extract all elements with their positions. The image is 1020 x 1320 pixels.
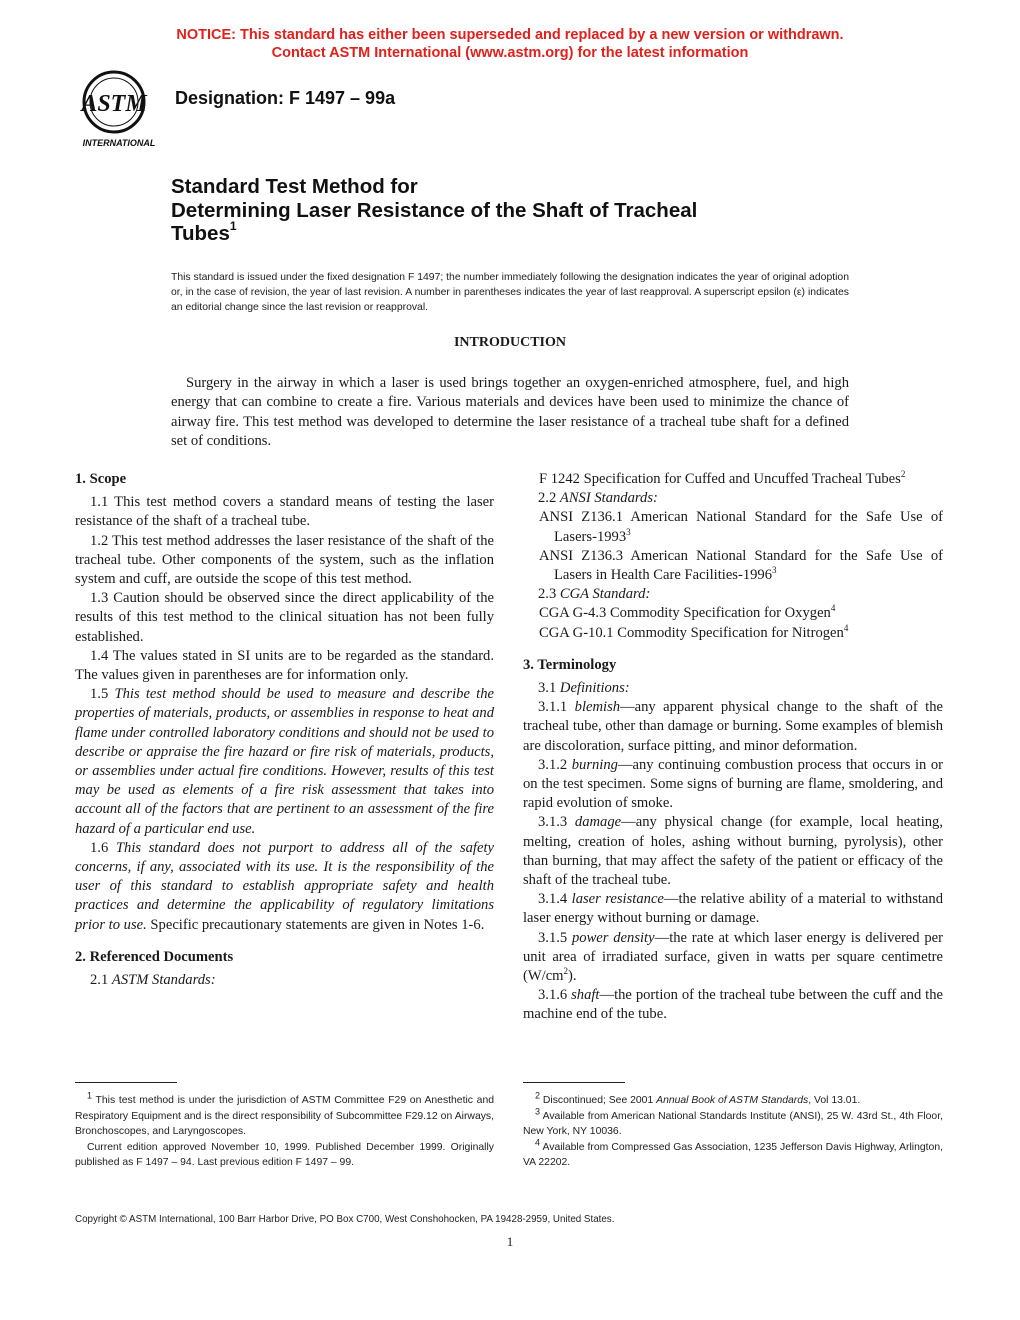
footnote-4: $^4$ Available from Compressed Gas Association, 1235 Jefferson Davis Highway, Arlington, VA 22202. [523,1137,943,1168]
designation: Designation: F 1497 – 99a [175,88,396,108]
withdrawal-notice [0,26,1020,62]
definition-laser-resistance: 3.1.4 laser resistance—the relative ability of a material to withstand laser energy without burning or damage. [523,891,943,927]
scope-1-2: 1.2 This test method addresses the laser resistance of the shaft of the tracheal tube. Other components of the system, such as the inflation system and cuff, are outside the scope of this test method. [75,532,494,588]
astm-logo [74,68,164,150]
reference-cga-g-4-3: CGA G-4.3 Commodity Specification for Oxygen$^4$ [539,603,836,622]
footnote-1-edition: Current edition approved November 10, 1999. Published December 1999. Originally published as F 1497 – 94. Last previous edition F 1497 – 99. [75,1141,494,1168]
document-title [171,175,891,246]
logo-text: ASTM [81,91,147,117]
definition-power-density: 3.1.5 power density—the rate at which laser energy is delivered per unit area of irradiated surface, given in watts per square centimetre $(W/cm^2)$. [523,929,943,985]
subsection-cga-standard: 2.3 CGA Standard: [538,586,651,603]
right-column [523,470,943,1025]
definition-burning: 3.1.2 burning—any continuing combustion process that occurs in or on the test specimen. Some signs of burning are flame, smoldering, and rapid evolution of smoke. [523,756,943,812]
definition-damage: 3.1.3 damage—any physical change (for example, local heating, melting, creation of holes, ashing without burning, pyrolysis), other than burning, that may affect the safety of the patient or efficacy of the shaft of the tracheal tube. [523,814,944,889]
footnote-rule-left [75,1082,177,1083]
introduction-text: Surgery in the airway in which a laser is used brings together an oxygen-enriched atmosphere, fuel, and high energy that can combine to create a fire. Various materials and devices have been used to minimize the chance of airway fire. This test method was developed to determine the laser resistance of a tracheal tube shaft for a defined set of conditions. [171,375,849,449]
title-line-3: Tubes$^1$ [171,219,237,245]
footnote-rule-right [523,1082,625,1083]
scope-1-1: 1.1 This test method covers a standard means of testing the laser resistance of the shaft of a tracheal tube. [75,494,494,530]
reference-f1242: F 1242 Specification for Cuffed and Uncuffed Tracheal Tubes$^2$ [539,469,906,487]
title-footnote-mark: 1 [229,219,237,234]
page-number: 1 [506,1234,514,1249]
section-heading-scope: 1. Scope [75,471,127,487]
preamble: This standard is issued under the fixed designation F 1497; the number immediately following the designation indicates the year of original adoption or, in the case of revision, the year of last revision. A number in parentheses indicates the year of last reapproval. A superscript epsilon (ε) indicates an editorial change since the last revision or reapproval. [171,272,849,314]
subsection-astm-standards: 2.1 ASTM Standards: [90,972,216,989]
reference-ansi-z136-3: ANSI Z136.3 American National Standard for the Safe Use of Lasers in Health Care Facilities-1996$^3$ [539,547,943,584]
scope-1-3: 1.3 Caution should be observed since the direct applicability of the results of this test method to the clinical situation has not been fully established. [75,590,494,645]
copyright-line: Copyright © ASTM International, 100 Barr Harbor Drive, PO Box C700, West Conshohocken, PA 19428-2959, United States. [75,1214,615,1225]
footnote-1: $^1$ This test method is under the jurisdiction of ASTM Committee F29 on Anesthetic and Respiratory Equipment and is the direct responsibility of Subcommittee F29.12 on Airways, Bronchoscopes, and Laryngoscopes. [75,1090,494,1137]
footnote-2: $^2$ Discontinued; See 2001 Annual Book of ASTM Standards, Vol 13.01. [535,1090,861,1106]
title-line-2: Determining Laser Resistance of the Shaft of Tracheal [171,198,698,222]
definition-blemish: 3.1.1 blemish—any apparent physical change to the shaft of the tracheal tube, other than damage or burning. Some examples of blemish are discoloration, surface pitting, and minor deformation. [523,699,943,754]
subsection-definitions: 3.1 Definitions: [538,680,630,697]
scope-1-5: 1.5 This test method should be used to measure and describe the properties of materials, products, or assemblies in response to heat and flame under controlled laboratory conditions and should not be used to describe or appraise the fire hazard or fire risk of materials, products, or assemblies under actual fire conditions. However, results of this test may be used as elements of a fire risk assessment that takes into account all of the factors that are pertinent to an assessment of the fire hazard of a particular end use. [75,686,494,837]
footnotes-right [523,1090,943,1171]
notice-line-2: Contact ASTM International (www.astm.org) for the latest information [271,45,749,61]
subsection-ansi-standards: 2.2 ANSI Standards: [538,490,658,507]
footnotes-left [75,1090,494,1171]
left-column [75,470,494,990]
reference-ansi-z136-1: ANSI Z136.1 American National Standard for the Safe Use of Lasers-1993$^3$ [539,509,943,545]
introduction-heading: INTRODUCTION [453,335,566,350]
section-heading-referenced-documents: 2. Referenced Documents [75,948,234,965]
reference-cga-g-10-1: CGA G-10.1 Commodity Specification for Nitrogen$^4$ [539,622,849,641]
scope-1-6: 1.6 This standard does not purport to address all of the safety concerns, if any, associated with its use. It is the responsibility of the user of this standard to establish appropriate safety and health practices and determine the applicability of regulatory limitations prior to use. Specific precautionary statements are given in Notes 1-6. [75,839,494,933]
section-heading-terminology: 3. Terminology [523,656,617,673]
title-line-1: Standard Test Method for [171,175,418,198]
notice-line-1: NOTICE: This standard has either been superseded and replaced by a new version or withdrawn. [176,27,844,43]
scope-1-4: 1.4 The values stated in SI units are to be regarded as the standard. The values given in parentheses are for information only. [75,647,494,684]
definition-shaft: 3.1.6 shaft—the portion of the tracheal tube between the cuff and the machine end of the tube. [523,987,943,1023]
logo-subtext: INTERNATIONAL [82,138,156,148]
footnote-3: $^3$ Available from American National Standards Institute (ANSI), 25 W. 43rd St., 4th Floor, New York, NY 10036. [523,1106,943,1137]
